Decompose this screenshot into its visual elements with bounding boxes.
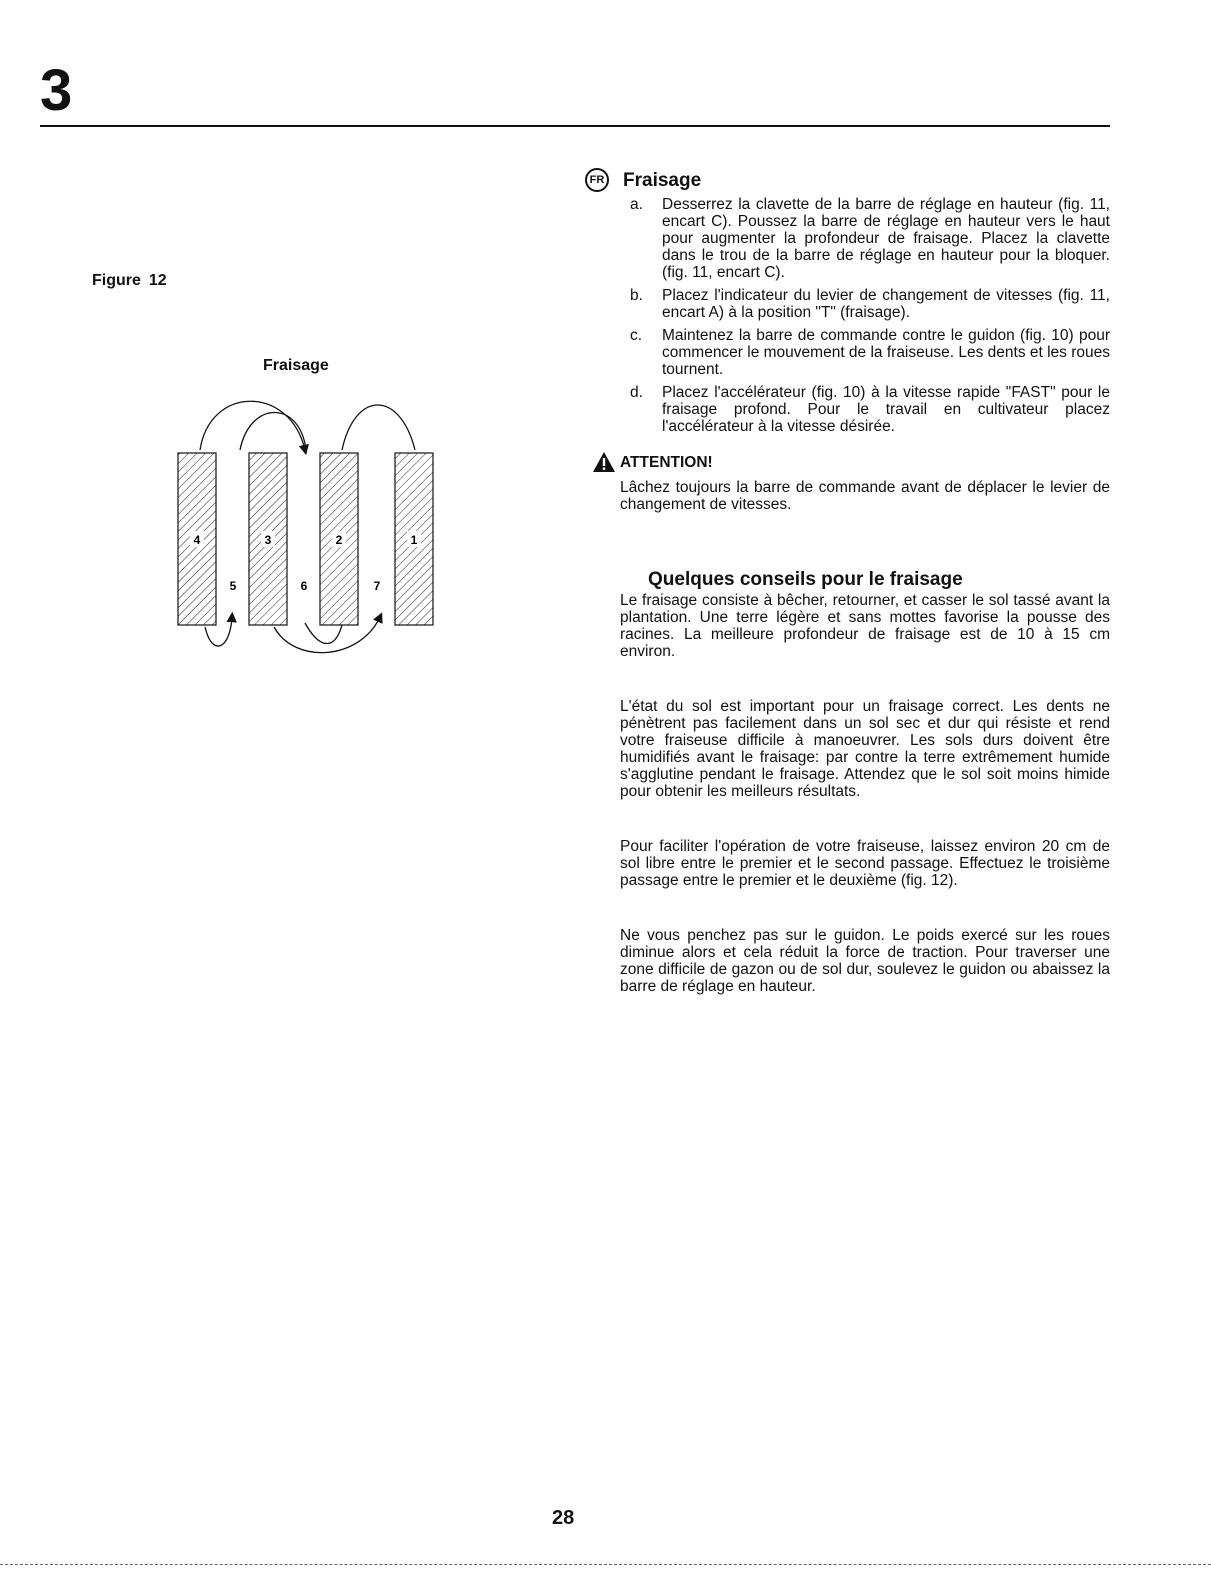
attention-heading <box>592 451 1110 473</box>
step-text: Desserrez la clavette de la barre de réglage en hauteur (fig. 11, encart C). Poussez la barre de réglage en hauteur vers le haut pour augmenter la profondeur de fraisage. Placez la clavette dans le trou de la barre de réglage en hauteur pour la bloquer. (fig. 11, encart C). <box>662 196 1110 281</box>
strip-label-3: 3 <box>264 533 272 547</box>
arrow-bottom-3 <box>305 623 342 644</box>
footer-rule <box>0 1564 1211 1565</box>
step-letter: a. <box>630 196 643 213</box>
step-letter: b. <box>630 287 643 304</box>
step-letter: c. <box>630 327 643 344</box>
strip-label-4: 4 <box>193 533 201 547</box>
header-rule <box>40 125 1110 127</box>
step-text: Placez l'accélérateur (fig. 10) à la vitesse rapide "FAST" pour le fraisage profond. Pour le travail en cultivateur placez l'accélérateur à la vitesse désirée. <box>662 384 1110 435</box>
step-text: Maintenez la barre de commande contre le guidon (fig. 10) pour commencer le mouvement de la fraiseuse. Les dents et les roues tournent. <box>662 327 1111 378</box>
strip-label-2: 2 <box>335 533 343 547</box>
arrow-top-1 <box>200 401 305 450</box>
figure-label-text: Figure <box>92 272 141 289</box>
step-item <box>620 327 1110 378</box>
steps-list <box>620 196 1110 435</box>
step-item <box>620 287 1110 321</box>
strip-label-1: 1 <box>410 533 418 547</box>
section-heading <box>585 168 1110 192</box>
gap-label-5: 5 <box>229 579 237 593</box>
step-item <box>620 384 1110 435</box>
main-column <box>589 168 1111 995</box>
tilling-pattern-diagram <box>170 395 445 660</box>
step-letter: d. <box>630 384 643 401</box>
figure-label <box>92 272 167 290</box>
tips-paragraph: Pour faciliter l'opération de votre fraiseuse, laissez environ 20 cm de sol libre entre le premier et le second passage. Effectuez le troisième passage entre le premier et le deuxième (fig. 12). <box>620 838 1110 889</box>
step-text: Placez l'indicateur du levier de changement de vitesses (fig. 11, encart A) à la position "T" (fraisage). <box>662 287 1110 321</box>
page-number: 28 <box>552 1507 575 1529</box>
attention-text: Lâchez toujours la barre de commande avant de déplacer le levier de changement de vitesses. <box>620 479 1110 513</box>
figure-number: 12 <box>148 272 167 289</box>
arrow-top-2 <box>240 413 306 451</box>
tips-paragraph: Ne vous penchez pas sur le guidon. Le poids exercé sur les roues diminue alors et cela réduit la force de traction. Pour traverser une zone difficile de gazon ou de sol dur, soulevez le guidon ou abaissez la barre de réglage en hauteur. <box>620 927 1110 995</box>
diagram-title: Fraisage <box>263 357 329 374</box>
language-badge: FR <box>585 168 609 192</box>
attention-title: ATTENTION! <box>620 453 713 471</box>
tips-title: Quelques conseils pour le fraisage <box>648 569 963 590</box>
section-title: Fraisage <box>623 169 702 191</box>
arrow-top-3 <box>342 405 415 450</box>
step-item <box>620 196 1110 281</box>
chapter-number: 3 <box>40 58 73 123</box>
gap-label-6: 6 <box>300 579 308 593</box>
tips-paragraph: Le fraisage consiste à bêcher, retourner, et casser le sol tassé avant la plantation. Une terre légère et sans mottes favorise la pousse des racines. La meilleure profondeur de fraisage est de 10 à 15 cm environ. <box>620 592 1110 660</box>
tips-paragraph: L'état du sol est important pour un fraisage correct. Les dents ne pénètrent pas facilement dans un sol sec et dur qui résiste et rend votre fraiseuse difficile à manoeuvrer. Les sols durs doivent être humidifiés avant le fraisage: par contre la terre extrêmement humide s'agglutine pendant le fraisage. Attendez que le sol soit moins himide pour obtenir les meilleurs résultats. <box>620 698 1110 800</box>
gap-label-7: 7 <box>373 579 381 593</box>
warning-icon <box>592 451 616 473</box>
